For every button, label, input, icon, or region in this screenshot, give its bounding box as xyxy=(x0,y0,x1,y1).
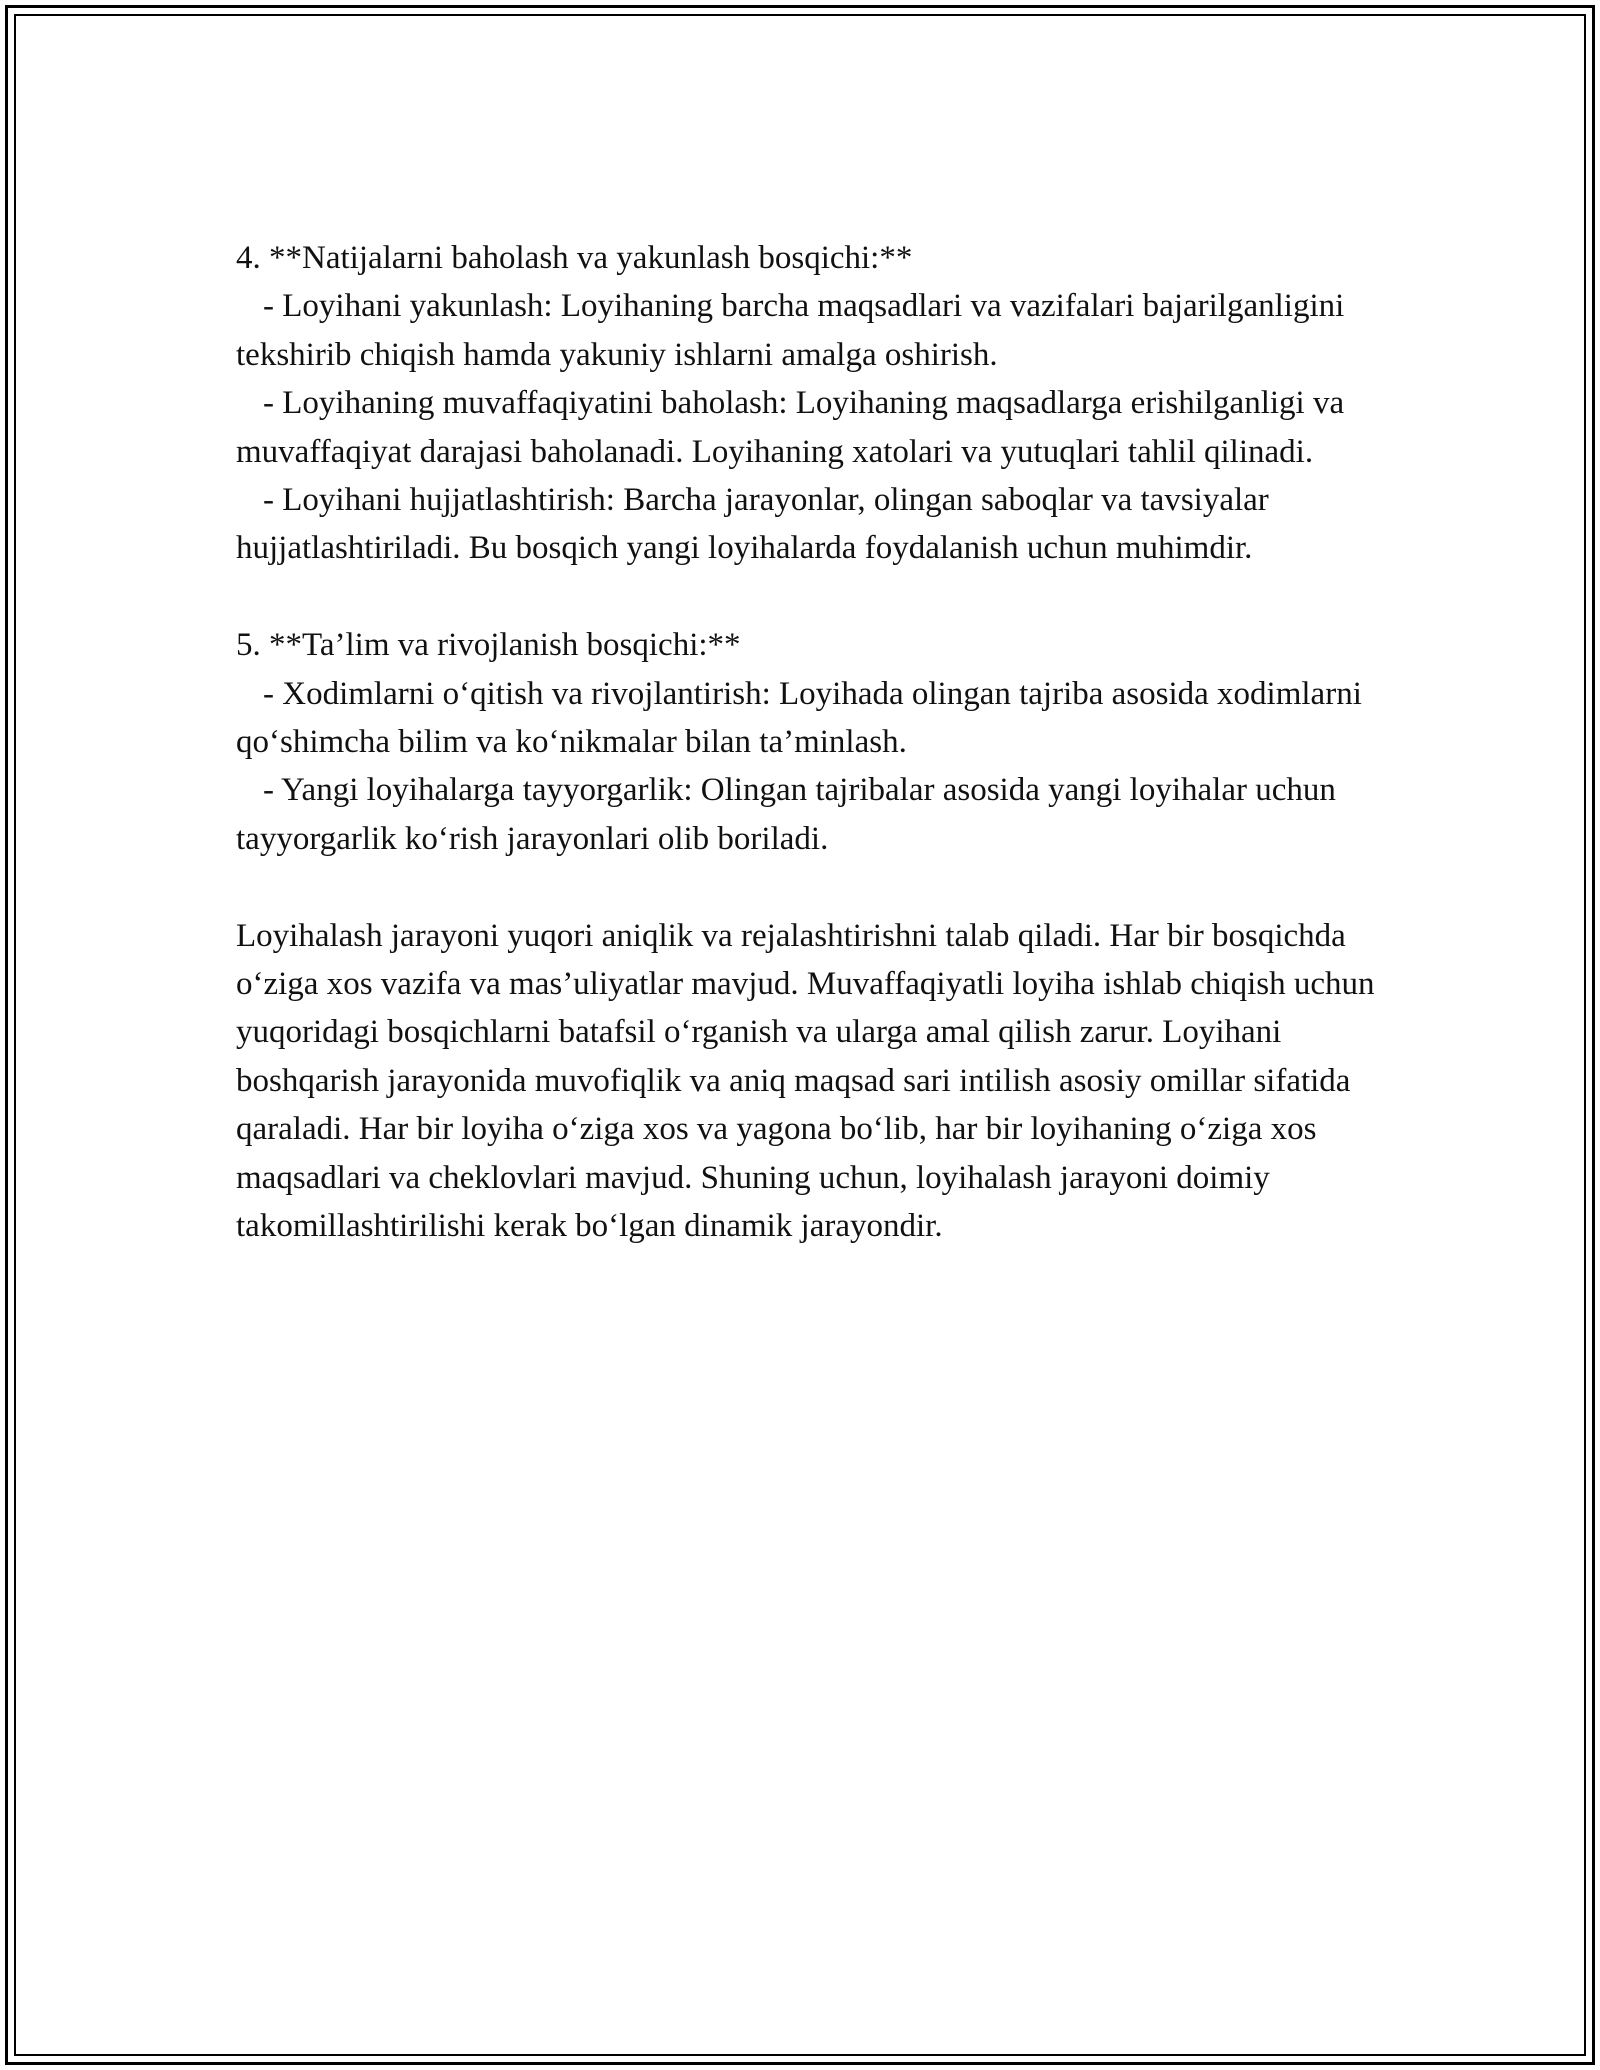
list-item: - Loyihani hujjatlashtirish: Barcha jarayonlar, olingan saboqlar va tavsiyalar hujjatlashtiriladi. Bu bosqich yangi loyihalarda foydalanish uchun muhimdir. xyxy=(236,482,1269,567)
list-item: - Yangi loyihalarga tayyorgarlik: Olingan tajribalar asosida yangi loyihalar uchun tayyorgarlik ko‘rish jarayonlari olib boriladi. xyxy=(236,772,1336,857)
list-item: - Loyihaning muvaffaqiyatini baholash: Loyihaning maqsadlarga erishilganligi va muvaffaqiyat darajasi baholanadi. Loyihaning xatolari va yutuqlari tahlil qilinadi. xyxy=(236,385,1345,470)
conclusion-paragraph: Loyihalash jarayoni yuqori aniqlik va rejalashtirishni talab qiladi. Har bir bosqichda o‘ziga xos vazifa va mas’uliyatlar mavjud. Muvaffaqiyatli loyiha ishlab chiqish uchun yuqoridagi bosqichlarni batafsil o‘rganish va ularga amal qilish zarur. Loyihani boshqarish jarayonida muvofiqlik va aniq maqsad sari intilish asosiy omillar sifatida qaraladi. Har bir loyiha o‘ziga xos va yagona bo‘lib, har bir loyihaning o‘ziga xos maqsadlari va cheklovlari mavjud. Shuning uchun, loyihalash jarayoni doimiy takomillashtirilishi kerak bo‘lgan dinamik jarayondir. xyxy=(236,917,1375,1245)
section-heading: 4. **Natijalarni baholash va yakunlash bosqichi:** xyxy=(236,240,913,276)
list-item: - Loyihani yakunlash: Loyihaning barcha maqsadlari va vazifalari bajarilganligini tekshirib chiqish hamda yakuniy ishlarni amalga oshirish. xyxy=(236,288,1345,373)
document-body xyxy=(236,234,1386,1251)
section-heading: 5. **Ta’lim va rivojlanish bosqichi:** xyxy=(236,627,741,664)
list-item: - Xodimlarni o‘qitish va rivojlantirish: Loyihada olingan tajriba asosida xodimlarni qo‘shimcha bilim va ko‘nikmalar bilan ta’minlash. xyxy=(236,675,1362,761)
paragraph-gap xyxy=(236,573,1386,621)
paragraph-gap xyxy=(236,863,1386,911)
